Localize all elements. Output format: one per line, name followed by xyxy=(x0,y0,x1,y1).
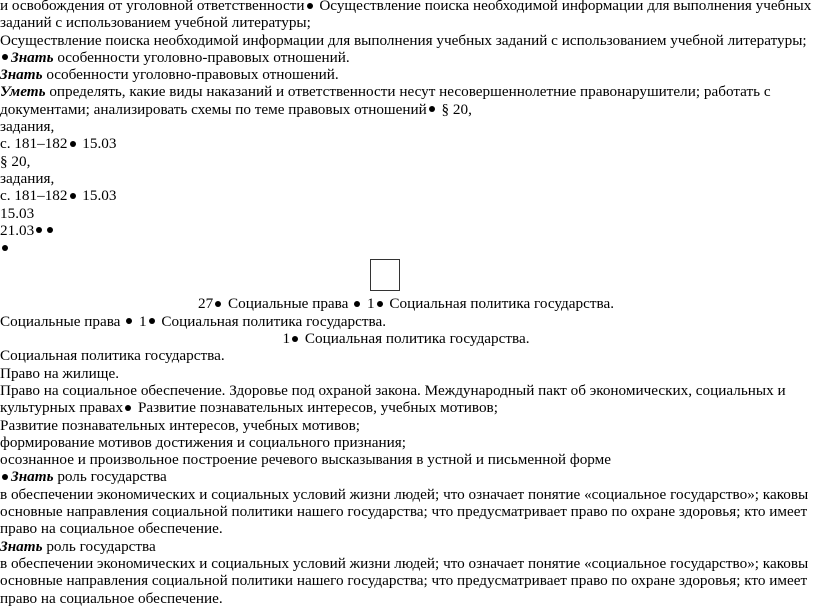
bold-label: Знать xyxy=(0,66,43,84)
text-fragment: Социальная политика государства. xyxy=(157,312,387,330)
bold-label: Знать xyxy=(11,468,54,486)
text-fragment: и освобождения от уголовной ответственности xyxy=(0,0,305,14)
text-fragment: § 20, xyxy=(437,100,472,118)
text-line: § 20, xyxy=(0,152,31,170)
text-fragment: 15.03 xyxy=(78,187,117,205)
bullet-icon xyxy=(354,301,360,307)
text-fragment: 1 xyxy=(282,330,291,348)
text-line xyxy=(0,295,812,312)
text-fragment: определять, какие виды наказаний и ответственности несут несовершеннолетние правонарушители; работать с документами; анализировать схемы по теме правовых отношений xyxy=(0,83,771,118)
bold-label: Уметь xyxy=(0,83,46,101)
text-line: Право на жилище. xyxy=(0,364,119,382)
bullet-icon xyxy=(429,106,435,112)
text-fragment: Социальная политика государства. xyxy=(301,330,530,348)
bullet-icon xyxy=(2,474,8,480)
bullet-icon xyxy=(292,336,298,342)
text-line: Развитие познавательных интересов, учебных мотивов; xyxy=(0,416,360,434)
text-line: формирование мотивов достижения и социального признания; xyxy=(0,433,406,451)
bullet-icon xyxy=(2,245,8,251)
bullet-icon xyxy=(307,3,313,9)
text-fragment: роль государства xyxy=(53,468,167,486)
text-line xyxy=(0,0,812,32)
bullet-icon xyxy=(125,405,131,411)
text-line xyxy=(0,330,812,347)
text-line xyxy=(0,468,812,485)
text-fragment: роль государства xyxy=(42,537,156,555)
empty-image-box xyxy=(370,259,400,291)
text-fragment: особенности уголовно-правовых отношений. xyxy=(53,48,350,66)
bullet-icon xyxy=(70,141,76,147)
text-line: осознанное и произвольное построение речевого высказывания в устной и письменной форме xyxy=(0,451,611,469)
bullet-icon xyxy=(36,227,42,233)
text-line xyxy=(0,239,812,256)
image-placeholder-row xyxy=(0,259,812,293)
text-line xyxy=(0,313,812,330)
bullet-icon xyxy=(149,318,155,324)
bullet-icon xyxy=(47,227,53,233)
text-line xyxy=(0,135,812,152)
text-fragment: 1 xyxy=(135,312,147,330)
text-fragment: 27 xyxy=(197,295,214,313)
text-line xyxy=(0,538,812,555)
text-line: в обеспечении экономических и социальных условий жизни людей; что означает понятие «социальное государство»; каковы основные направления социальной политики нашего государства; что предусматривает право по охране здоровья; кто имеет право на социальное обеспечение. xyxy=(0,485,809,538)
bullet-icon xyxy=(215,301,221,307)
text-fragment: с. 181–182 xyxy=(0,187,68,205)
text-line xyxy=(0,49,812,66)
text-fragment: Развитие познавательных интересов, учебных мотивов; xyxy=(134,399,498,417)
bold-label: Знать xyxy=(0,537,43,555)
bullet-icon xyxy=(70,193,76,199)
text-fragment: Социальные права xyxy=(224,295,353,313)
text-fragment: 21.03 xyxy=(0,221,35,239)
text-fragment: 15.03 xyxy=(78,135,117,153)
text-line: Социальная политика государства. xyxy=(0,347,225,365)
text-fragment: Осуществление поиска необходимой информации для выполнения учебных заданий с использованием учебной литературы; xyxy=(0,0,812,32)
text-line xyxy=(0,187,812,204)
text-line: в обеспечении экономических и социальных условий жизни людей; что означает понятие «социальное государство»; каковы основные направления социальной политики нашего государства; что предусматривает право по охране здоровья; кто имеет право на социальное обеспечение. xyxy=(0,554,809,607)
text-line: задания, xyxy=(0,118,55,136)
text-line xyxy=(0,222,812,239)
bullet-icon xyxy=(126,318,132,324)
text-fragment: Право на социальное обеспечение. Здоровье под охраной закона. Международный пакт об экономических, социальных и культурных правах xyxy=(0,381,786,417)
text-line xyxy=(0,382,812,417)
text-fragment: особенности уголовно-правовых отношений. xyxy=(42,66,339,84)
text-fragment: с. 181–182 xyxy=(0,135,68,153)
text-line xyxy=(0,83,812,118)
bullet-icon xyxy=(377,301,383,307)
text-line xyxy=(0,66,812,83)
text-line: задания, xyxy=(0,169,55,187)
text-fragment: Социальная политика государства. xyxy=(385,295,614,313)
text-line: Осуществление поиска необходимой информации для выполнения учебных заданий с использованием учебной литературы; xyxy=(0,31,807,49)
text-fragment: Социальные права xyxy=(0,312,125,330)
text-line: 15.03 xyxy=(0,204,35,222)
bullet-icon xyxy=(2,54,8,60)
text-fragment: 1 xyxy=(363,295,375,313)
bold-label: Знать xyxy=(11,48,54,66)
